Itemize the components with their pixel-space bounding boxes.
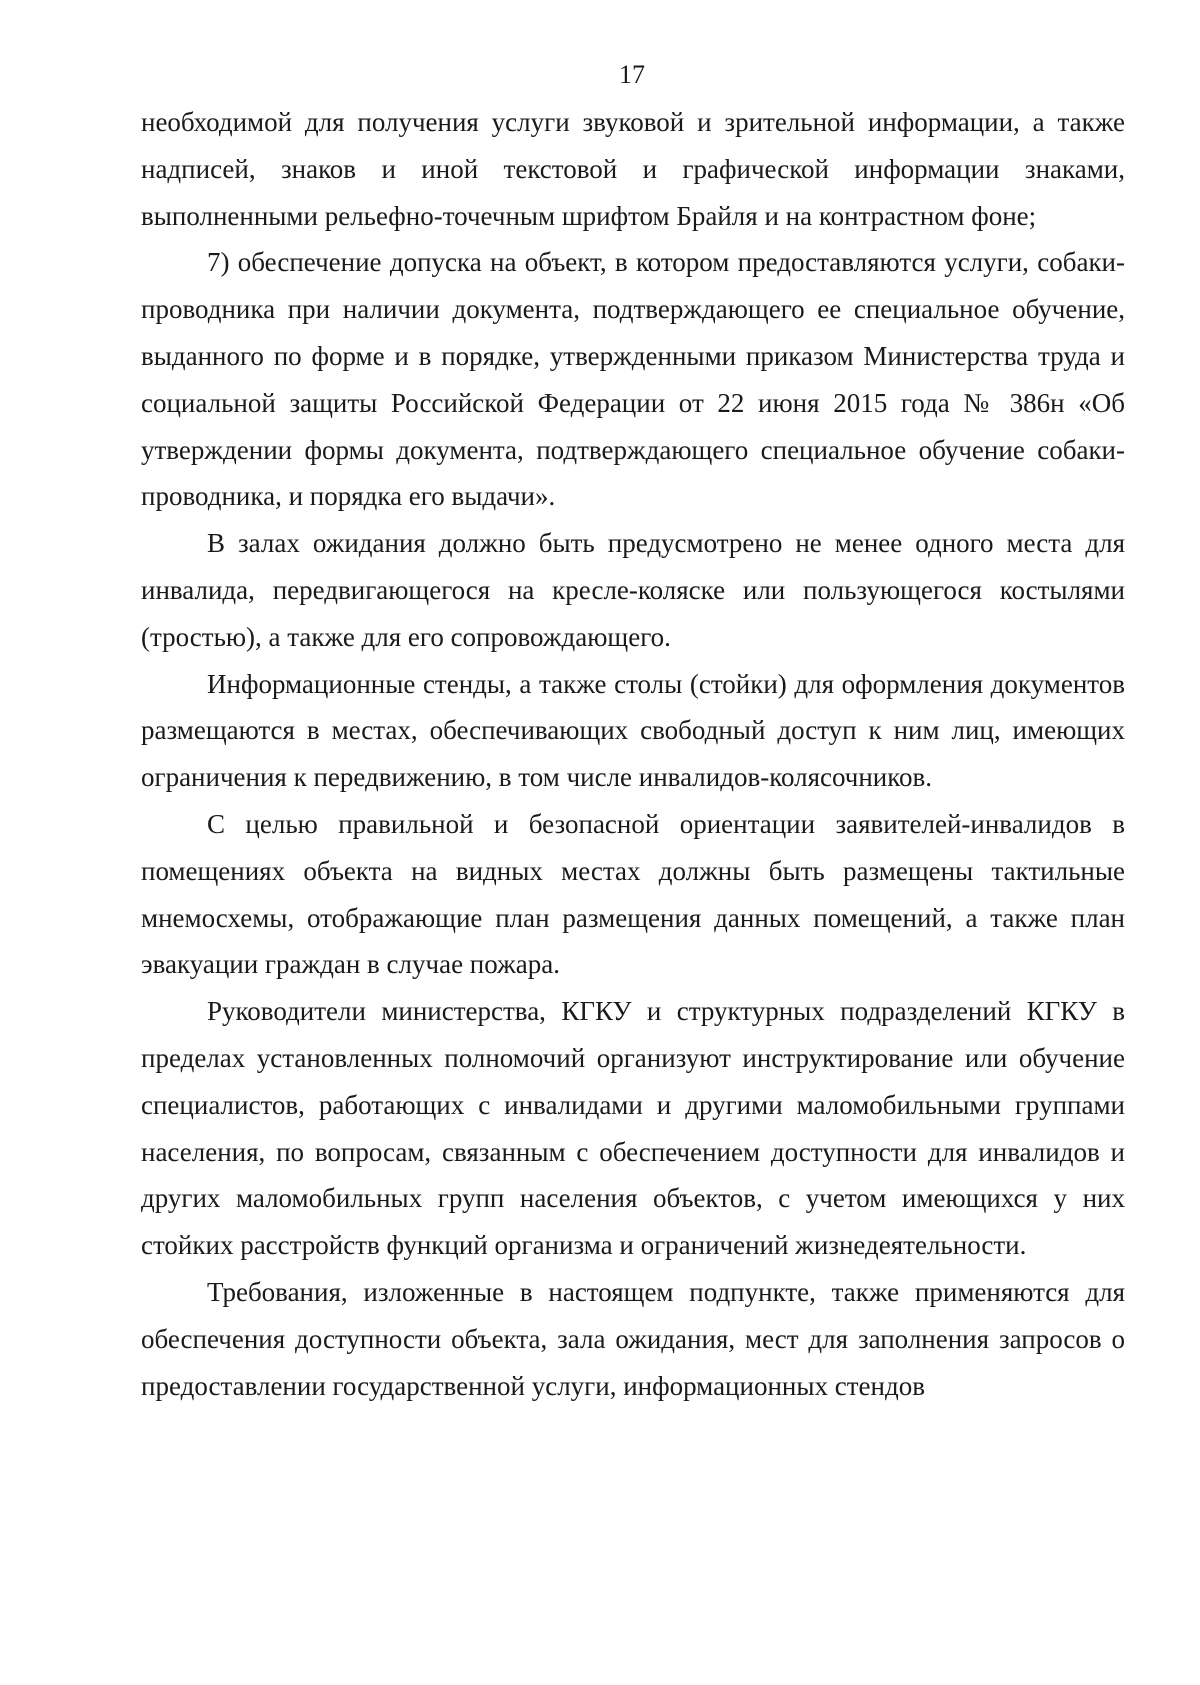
paragraph-requirements: Требования, изложенные в настоящем подпункте, также применяются для обеспечения доступности объекта, зала ожидания, мест для заполнения запросов о предоставлении государственной услуги, информационных стендов [141, 1276, 1125, 1401]
page-number: 17 [619, 60, 645, 89]
document-body [141, 99, 1125, 1409]
paragraph-staff-training: Руководители министерства, КГКУ и структурных подразделений КГКУ в пределах установленных полномочий организуют инструктирование или обучение специалистов, работающих с инвалидами и другими маломобильными группами населения, по вопросам, связанным с обеспечением доступности для инвалидов и других маломобильных групп населения объектов, с учетом имеющихся у них стойких расстройств функций организма и ограничений жизнедеятельности. [141, 996, 1125, 1261]
paragraph-info-stands: Информационные стенды, а также столы (стойки) для оформления документов размещаются в местах, обеспечивающих свободный доступ к ним лиц, имеющих ограничения к передвижению, в том числе инвалидов-колясочников. [141, 668, 1125, 793]
paragraph-orientation: С целью правильной и безопасной ориентации заявителей-инвалидов в помещениях объекта на видных местах должны быть размещены тактильные мнемосхемы, отображающие план размещения данных помещений, а также план эвакуации граждан в случае пожара. [141, 808, 1125, 980]
paragraph-continuation: необходимой для получения услуги звуковой и зрительной информации, а также надписей, знаков и иной текстовой и графической информации знаками, выполненными рельефно-точечным шрифтом Брайля и на контрастном фоне; [141, 107, 1125, 231]
paragraph-waiting-halls: В залах ожидания должно быть предусмотрено не менее одного места для инвалида, передвигающегося на кресле-коляске или пользующегося костылями (тростью), а также для его сопровождающего. [141, 528, 1125, 652]
paragraph-item-7-guide-dog: 7) обеспечение допуска на объект, в котором предоставляются услуги, собаки-проводника при наличии документа, подтверждающего ее специальное обучение, выданного по форме и в порядке, утвержденными приказом Министерства труда и социальной защиты Российской Федерации от 22 июня 2015 года № 386н «Об утверждении формы документа, подтверждающего специальное обучение собаки-проводника, и порядка его выдачи». [141, 247, 1125, 512]
